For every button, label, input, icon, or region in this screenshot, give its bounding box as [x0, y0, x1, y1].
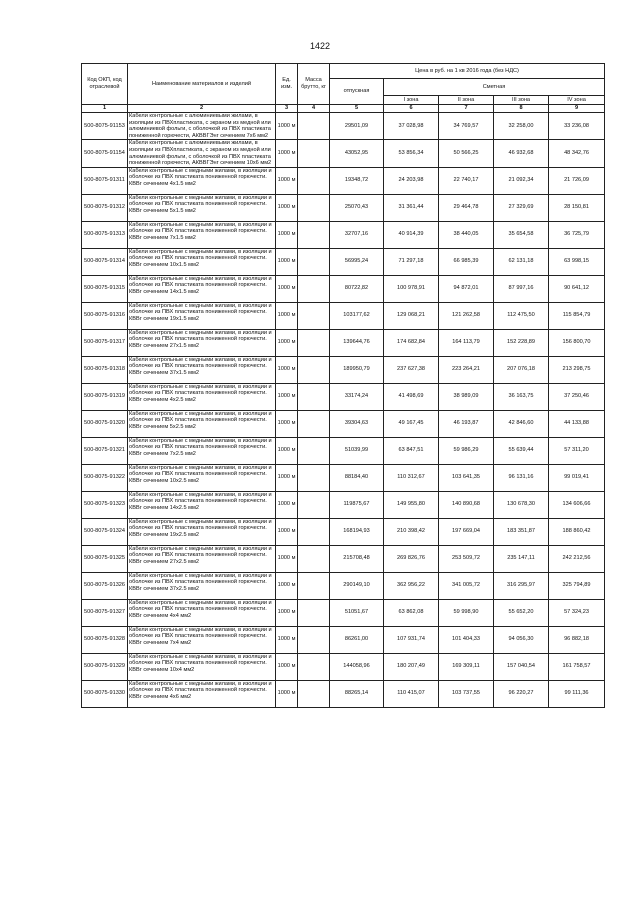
- zone-2-price-cell: 223 264,21: [439, 356, 494, 383]
- column-number: 3: [276, 105, 298, 113]
- mass-cell: [298, 356, 330, 383]
- unit-cell: 1000 м: [276, 275, 298, 302]
- zone-1-price-cell: 31 361,44: [384, 194, 439, 221]
- zone-1-price-cell: 41 498,69: [384, 383, 439, 410]
- zone-2-price-cell: 140 890,68: [439, 491, 494, 518]
- outgoing-price-cell: 51039,99: [330, 437, 384, 464]
- zone-4-price-cell: 134 606,66: [549, 491, 605, 518]
- material-name-cell: Кабели контрольные с медными жилами, в изоляции и оболочке из ПВХ пластиката пониженной горючести. КВВг сечением 14х2.5 мм2: [128, 491, 276, 518]
- zone-4-price-cell: 48 342,76: [549, 140, 605, 167]
- zone-2-price-cell: 29 464,78: [439, 194, 494, 221]
- zone-4-price-cell: 33 236,08: [549, 113, 605, 140]
- material-name-cell: Кабели контрольные с медными жилами, в изоляции и оболочке из ПВХ пластиката пониженной горючести. КВВг сечением 37х2.5 мм2: [128, 572, 276, 599]
- material-name-cell: Кабели контрольные с медными жилами, в изоляции и оболочке из ПВХ пластиката пониженной горючести. КВВг сечением 10х4 мм2: [128, 653, 276, 680]
- zone-3-price-cell: 316 295,97: [494, 572, 549, 599]
- zone-3-price-cell: 62 131,18: [494, 248, 549, 275]
- unit-cell: 1000 м: [276, 572, 298, 599]
- table-row: [82, 410, 605, 437]
- mass-cell: [298, 383, 330, 410]
- zone-1-price-cell: 100 978,91: [384, 275, 439, 302]
- okp-code-cell: 500-8075-91317: [82, 329, 128, 356]
- zone-1-price-cell: 180 207,49: [384, 653, 439, 680]
- unit-cell: 1000 м: [276, 599, 298, 626]
- okp-code-cell: 500-8075-91323: [82, 491, 128, 518]
- unit-cell: 1000 м: [276, 221, 298, 248]
- column-numbers-row: [82, 105, 605, 113]
- zone-2-price-cell: 38 989,09: [439, 383, 494, 410]
- zone-2-price-cell: 197 669,04: [439, 518, 494, 545]
- material-name-cell: Кабели контрольные с медными жилами, в изоляции и оболочке из ПВХ пластиката пониженной горючести. КВВг сечением 37х1.5 мм2: [128, 356, 276, 383]
- material-name-cell: Кабели контрольные с медными жилами, в изоляции и оболочке из ПВХ пластиката пониженной горючести. КВВг сечением 4х6 мм2: [128, 680, 276, 707]
- okp-code-cell: 500-8075-91319: [82, 383, 128, 410]
- header-code: Код ОКП, код отраслевой: [82, 64, 128, 105]
- zone-1-price-cell: 362 956,22: [384, 572, 439, 599]
- zone-3-price-cell: 96 220,27: [494, 680, 549, 707]
- mass-cell: [298, 302, 330, 329]
- outgoing-price-cell: 51051,67: [330, 599, 384, 626]
- mass-cell: [298, 194, 330, 221]
- zone-2-price-cell: 253 509,72: [439, 545, 494, 572]
- zone-4-price-cell: 28 150,81: [549, 194, 605, 221]
- zone-2-price-cell: 34 769,57: [439, 113, 494, 140]
- zone-4-price-cell: 90 641,12: [549, 275, 605, 302]
- zone-3-price-cell: 94 056,30: [494, 626, 549, 653]
- column-number: 9: [549, 105, 605, 113]
- unit-cell: 1000 м: [276, 329, 298, 356]
- table-body: [82, 113, 605, 708]
- zone-4-price-cell: 37 250,46: [549, 383, 605, 410]
- outgoing-price-cell: 215708,48: [330, 545, 384, 572]
- table-row: [82, 113, 605, 140]
- zone-4-price-cell: 242 212,56: [549, 545, 605, 572]
- okp-code-cell: 500-8075-91330: [82, 680, 128, 707]
- zone-1-price-cell: 149 955,80: [384, 491, 439, 518]
- zone-3-price-cell: 87 997,16: [494, 275, 549, 302]
- page-number: 1422: [309, 41, 331, 51]
- material-name-cell: Кабели контрольные с алюминиевыми жилами, в изоляции из ПВХпластиката, с экраном из медной или алюминиевой фольги, с оболочкой из ПВХ пластиката пониженной горючести, АКВВГЭнг сечением 7х6 мм2: [128, 113, 276, 140]
- outgoing-price-cell: 139644,76: [330, 329, 384, 356]
- unit-cell: 1000 м: [276, 437, 298, 464]
- zone-1-price-cell: 237 627,38: [384, 356, 439, 383]
- zone-2-price-cell: 46 193,87: [439, 410, 494, 437]
- zone-3-price-cell: 55 639,44: [494, 437, 549, 464]
- material-name-cell: Кабели контрольные с медными жилами, в изоляции и оболочке из ПВХ пластиката пониженной горючести. КВВг сечением 10х1.5 мм2: [128, 248, 276, 275]
- unit-cell: 1000 м: [276, 518, 298, 545]
- zone-4-price-cell: 36 725,79: [549, 221, 605, 248]
- zone-1-price-cell: 107 931,74: [384, 626, 439, 653]
- zone-3-price-cell: 42 846,60: [494, 410, 549, 437]
- mass-cell: [298, 572, 330, 599]
- okp-code-cell: 500-8075-91154: [82, 140, 128, 167]
- zone-2-price-cell: 50 566,25: [439, 140, 494, 167]
- okp-code-cell: 500-8075-91321: [82, 437, 128, 464]
- zone-1-price-cell: 49 167,45: [384, 410, 439, 437]
- mass-cell: [298, 599, 330, 626]
- zone-3-price-cell: 96 131,16: [494, 464, 549, 491]
- okp-code-cell: 500-8075-91153: [82, 113, 128, 140]
- unit-cell: 1000 м: [276, 491, 298, 518]
- okp-code-cell: 500-8075-91327: [82, 599, 128, 626]
- okp-code-cell: 500-8075-91312: [82, 194, 128, 221]
- zone-3-price-cell: 130 678,30: [494, 491, 549, 518]
- outgoing-price-cell: 86261,00: [330, 626, 384, 653]
- header-zone-4: IV зона: [549, 96, 605, 105]
- zone-1-price-cell: 63 862,08: [384, 599, 439, 626]
- zone-3-price-cell: 183 351,87: [494, 518, 549, 545]
- material-name-cell: Кабели контрольные с медными жилами, в изоляции и оболочке из ПВХ пластиката пониженной горючести. КВВг сечением 5х2.5 мм2: [128, 410, 276, 437]
- unit-cell: 1000 м: [276, 113, 298, 140]
- unit-cell: 1000 м: [276, 248, 298, 275]
- header-name: Наименование материалов и изделий: [128, 64, 276, 105]
- header-unit: Ед. изм.: [276, 64, 298, 105]
- mass-cell: [298, 491, 330, 518]
- zone-2-price-cell: 121 262,58: [439, 302, 494, 329]
- outgoing-price-cell: 19348,72: [330, 167, 384, 194]
- header-zone-2: II зона: [439, 96, 494, 105]
- header-zone-1: I зона: [384, 96, 439, 105]
- zone-2-price-cell: 103 737,55: [439, 680, 494, 707]
- table-row: [82, 356, 605, 383]
- table-row: [82, 329, 605, 356]
- material-name-cell: Кабели контрольные с алюминиевыми жилами, в изоляции из ПВХпластиката, с экраном из медной или алюминиевой фольги, с оболочкой из ПВХ пластиката пониженной горючести, АКВВГЭнг сечением 10х6 мм2: [128, 140, 276, 167]
- material-name-cell: Кабели контрольные с медными жилами, в изоляции и оболочке из ПВХ пластиката пониженной горючести. КВВг сечением 4х4 мм2: [128, 599, 276, 626]
- outgoing-price-cell: 32707,16: [330, 221, 384, 248]
- header-mass: Масса брутто, кг: [298, 64, 330, 105]
- mass-cell: [298, 167, 330, 194]
- outgoing-price-cell: 80722,82: [330, 275, 384, 302]
- zone-1-price-cell: 37 028,98: [384, 113, 439, 140]
- outgoing-price-cell: 119875,67: [330, 491, 384, 518]
- material-name-cell: Кабели контрольные с медными жилами, в изоляции и оболочке из ПВХ пластиката пониженной горючести. КВВг сечением 4х2.5 мм2: [128, 383, 276, 410]
- zone-1-price-cell: 110 415,07: [384, 680, 439, 707]
- unit-cell: 1000 м: [276, 194, 298, 221]
- unit-cell: 1000 м: [276, 464, 298, 491]
- material-name-cell: Кабели контрольные с медными жилами, в изоляции и оболочке из ПВХ пластиката пониженной горючести. КВВг сечением 7х2.5 мм2: [128, 437, 276, 464]
- zone-1-price-cell: 63 847,51: [384, 437, 439, 464]
- outgoing-price-cell: 144058,96: [330, 653, 384, 680]
- material-name-cell: Кабели контрольные с медными жилами, в изоляции и оболочке из ПВХ пластиката пониженной горючести. КВВг сечением 7х4 мм2: [128, 626, 276, 653]
- unit-cell: 1000 м: [276, 140, 298, 167]
- okp-code-cell: 500-8075-91316: [82, 302, 128, 329]
- zone-2-price-cell: 38 440,05: [439, 221, 494, 248]
- outgoing-price-cell: 43052,95: [330, 140, 384, 167]
- material-name-cell: Кабели контрольные с медными жилами, в изоляции и оболочке из ПВХ пластиката пониженной горючести. КВВг сечением 14х1.5 мм2: [128, 275, 276, 302]
- zone-4-price-cell: 57 311,20: [549, 437, 605, 464]
- outgoing-price-cell: 103177,62: [330, 302, 384, 329]
- outgoing-price-cell: 56995,24: [330, 248, 384, 275]
- zone-3-price-cell: 152 228,89: [494, 329, 549, 356]
- zone-4-price-cell: 44 133,88: [549, 410, 605, 437]
- unit-cell: 1000 м: [276, 383, 298, 410]
- material-name-cell: Кабели контрольные с медными жилами, в изоляции и оболочке из ПВХ пластиката пониженной горючести. КВВг сечением 5х1.5 мм2: [128, 194, 276, 221]
- header-row-1: [82, 64, 605, 79]
- zone-2-price-cell: 164 113,79: [439, 329, 494, 356]
- unit-cell: 1000 м: [276, 356, 298, 383]
- zone-3-price-cell: 207 076,18: [494, 356, 549, 383]
- column-number: 1: [82, 105, 128, 113]
- column-number: 4: [298, 105, 330, 113]
- zone-3-price-cell: 36 163,75: [494, 383, 549, 410]
- zone-3-price-cell: 157 040,54: [494, 653, 549, 680]
- table-row: [82, 140, 605, 167]
- unit-cell: 1000 м: [276, 680, 298, 707]
- zone-1-price-cell: 71 297,18: [384, 248, 439, 275]
- zone-4-price-cell: 99 111,36: [549, 680, 605, 707]
- okp-code-cell: 500-8075-91320: [82, 410, 128, 437]
- column-number: 6: [384, 105, 439, 113]
- unit-cell: 1000 м: [276, 653, 298, 680]
- table-row: [82, 194, 605, 221]
- column-number: 5: [330, 105, 384, 113]
- column-number: 2: [128, 105, 276, 113]
- unit-cell: 1000 м: [276, 545, 298, 572]
- zone-4-price-cell: 156 800,70: [549, 329, 605, 356]
- zone-4-price-cell: 213 298,75: [549, 356, 605, 383]
- zone-4-price-cell: 96 882,18: [549, 626, 605, 653]
- zone-3-price-cell: 46 932,68: [494, 140, 549, 167]
- zone-3-price-cell: 112 475,50: [494, 302, 549, 329]
- zone-4-price-cell: 99 019,41: [549, 464, 605, 491]
- table-row: [82, 653, 605, 680]
- zone-4-price-cell: 325 794,89: [549, 572, 605, 599]
- material-name-cell: Кабели контрольные с медными жилами, в изоляции и оболочке из ПВХ пластиката пониженной горючести. КВВг сечением 27х1.5 мм2: [128, 329, 276, 356]
- material-name-cell: Кабели контрольные с медными жилами, в изоляции и оболочке из ПВХ пластиката пониженной горючести. КВВг сечением 4х1.5 мм2: [128, 167, 276, 194]
- material-name-cell: Кабели контрольные с медными жилами, в изоляции и оболочке из ПВХ пластиката пониженной горючести. КВВг сечением 19х2.5 мм2: [128, 518, 276, 545]
- table-row: [82, 248, 605, 275]
- unit-cell: 1000 м: [276, 302, 298, 329]
- mass-cell: [298, 626, 330, 653]
- zone-3-price-cell: 35 654,58: [494, 221, 549, 248]
- zone-2-price-cell: 101 404,33: [439, 626, 494, 653]
- mass-cell: [298, 464, 330, 491]
- table-row: [82, 680, 605, 707]
- okp-code-cell: 500-8075-91328: [82, 626, 128, 653]
- outgoing-price-cell: 39304,63: [330, 410, 384, 437]
- unit-cell: 1000 м: [276, 626, 298, 653]
- outgoing-price-cell: 168194,93: [330, 518, 384, 545]
- outgoing-price-cell: 25070,43: [330, 194, 384, 221]
- okp-code-cell: 500-8075-91311: [82, 167, 128, 194]
- column-number: 8: [494, 105, 549, 113]
- outgoing-price-cell: 88184,40: [330, 464, 384, 491]
- zone-1-price-cell: 269 826,76: [384, 545, 439, 572]
- zone-3-price-cell: 27 329,69: [494, 194, 549, 221]
- outgoing-price-cell: 33174,24: [330, 383, 384, 410]
- zone-2-price-cell: 103 641,35: [439, 464, 494, 491]
- mass-cell: [298, 140, 330, 167]
- zone-2-price-cell: 341 005,72: [439, 572, 494, 599]
- zone-4-price-cell: 63 998,15: [549, 248, 605, 275]
- column-number: 7: [439, 105, 494, 113]
- zone-2-price-cell: 22 740,17: [439, 167, 494, 194]
- okp-code-cell: 500-8075-91314: [82, 248, 128, 275]
- outgoing-price-cell: 29501,09: [330, 113, 384, 140]
- zone-2-price-cell: 94 872,01: [439, 275, 494, 302]
- zone-1-price-cell: 24 203,98: [384, 167, 439, 194]
- zone-3-price-cell: 21 092,34: [494, 167, 549, 194]
- zone-1-price-cell: 40 914,39: [384, 221, 439, 248]
- header-estimate: Сметная: [384, 79, 605, 96]
- table-row: [82, 518, 605, 545]
- mass-cell: [298, 680, 330, 707]
- table-row: [82, 599, 605, 626]
- table-row: [82, 302, 605, 329]
- mass-cell: [298, 518, 330, 545]
- mass-cell: [298, 437, 330, 464]
- okp-code-cell: 500-8075-91329: [82, 653, 128, 680]
- outgoing-price-cell: 290149,10: [330, 572, 384, 599]
- price-table: [81, 63, 605, 708]
- mass-cell: [298, 545, 330, 572]
- zone-2-price-cell: 169 309,11: [439, 653, 494, 680]
- zone-4-price-cell: 188 860,42: [549, 518, 605, 545]
- mass-cell: [298, 410, 330, 437]
- zone-1-price-cell: 110 312,67: [384, 464, 439, 491]
- material-name-cell: Кабели контрольные с медными жилами, в изоляции и оболочке из ПВХ пластиката пониженной горючести. КВВг сечением 10х2.5 мм2: [128, 464, 276, 491]
- zone-3-price-cell: 32 258,00: [494, 113, 549, 140]
- zone-2-price-cell: 66 985,39: [439, 248, 494, 275]
- okp-code-cell: 500-8075-91315: [82, 275, 128, 302]
- okp-code-cell: 500-8075-91318: [82, 356, 128, 383]
- table-row: [82, 626, 605, 653]
- mass-cell: [298, 221, 330, 248]
- okp-code-cell: 500-8075-91322: [82, 464, 128, 491]
- table-row: [82, 491, 605, 518]
- mass-cell: [298, 113, 330, 140]
- outgoing-price-cell: 189950,79: [330, 356, 384, 383]
- table-row: [82, 545, 605, 572]
- zone-1-price-cell: 129 068,21: [384, 302, 439, 329]
- zone-4-price-cell: 161 758,57: [549, 653, 605, 680]
- table-row: [82, 275, 605, 302]
- header-price-title: Цена в руб. на 1 кв 2016 года (без НДС): [330, 64, 605, 79]
- zone-4-price-cell: 21 726,09: [549, 167, 605, 194]
- zone-1-price-cell: 210 398,42: [384, 518, 439, 545]
- material-name-cell: Кабели контрольные с медными жилами, в изоляции и оболочке из ПВХ пластиката пониженной горючести. КВВг сечением 27х2.5 мм2: [128, 545, 276, 572]
- material-name-cell: Кабели контрольные с медными жилами, в изоляции и оболочке из ПВХ пластиката пониженной горючести. КВВг сечением 7х1.5 мм2: [128, 221, 276, 248]
- okp-code-cell: 500-8075-91325: [82, 545, 128, 572]
- zone-3-price-cell: 55 652,20: [494, 599, 549, 626]
- okp-code-cell: 500-8075-91313: [82, 221, 128, 248]
- mass-cell: [298, 329, 330, 356]
- mass-cell: [298, 248, 330, 275]
- unit-cell: 1000 м: [276, 410, 298, 437]
- header-outgoing: отпускная: [330, 79, 384, 105]
- table-row: [82, 572, 605, 599]
- table-row: [82, 221, 605, 248]
- table-row: [82, 383, 605, 410]
- zone-1-price-cell: 53 856,34: [384, 140, 439, 167]
- mass-cell: [298, 653, 330, 680]
- okp-code-cell: 500-8075-91326: [82, 572, 128, 599]
- unit-cell: 1000 м: [276, 167, 298, 194]
- material-name-cell: Кабели контрольные с медными жилами, в изоляции и оболочке из ПВХ пластиката пониженной горючести. КВВг сечением 19х1.5 мм2: [128, 302, 276, 329]
- outgoing-price-cell: 88265,14: [330, 680, 384, 707]
- zone-1-price-cell: 174 682,84: [384, 329, 439, 356]
- zone-4-price-cell: 115 854,79: [549, 302, 605, 329]
- okp-code-cell: 500-8075-91324: [82, 518, 128, 545]
- header-zone-3: III зона: [494, 96, 549, 105]
- zone-3-price-cell: 235 147,11: [494, 545, 549, 572]
- zone-2-price-cell: 59 986,29: [439, 437, 494, 464]
- table-row: [82, 167, 605, 194]
- mass-cell: [298, 275, 330, 302]
- table-row: [82, 437, 605, 464]
- zone-2-price-cell: 59 998,90: [439, 599, 494, 626]
- zone-4-price-cell: 57 324,23: [549, 599, 605, 626]
- table-row: [82, 464, 605, 491]
